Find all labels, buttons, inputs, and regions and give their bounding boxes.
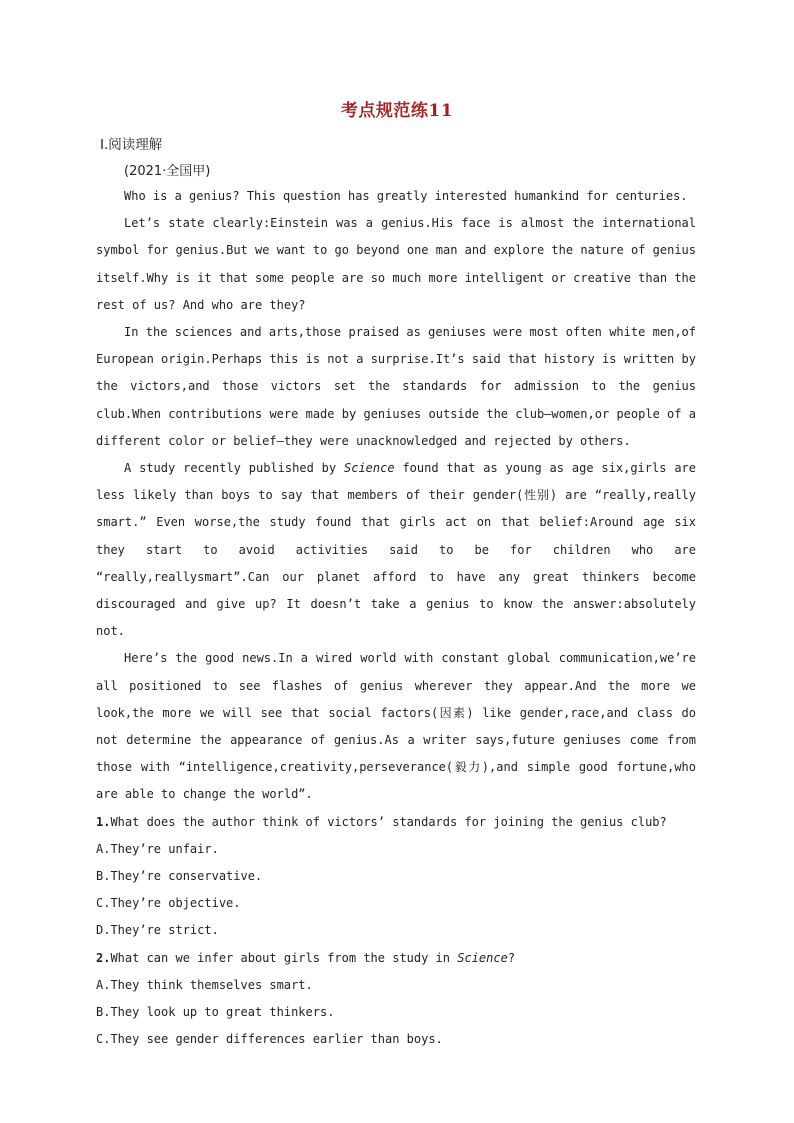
paragraph-4 bbox=[96, 455, 696, 645]
passage bbox=[96, 183, 696, 1054]
question-text-start: What can we infer about girls from the study in bbox=[110, 950, 458, 965]
question-text-end: ? bbox=[507, 950, 516, 965]
option-2b: B.They look up to great thinkers. bbox=[96, 1005, 335, 1020]
question-1 bbox=[96, 809, 696, 836]
paragraph-5: Here’s the good news.In a wired world with constant global communication,we’re all positioned to see flashes of genius wherever they appear.And the more we look,the more we will see that social factors(因素) like gender,race,and class do not determine the appearance of genius.As a writer says,future geniuses come from those with “intelligence,creativity,perseverance(毅力),and simple good fortune,who are able to change the world”. bbox=[96, 651, 696, 802]
question-2 bbox=[96, 945, 696, 972]
question-number: 1. bbox=[96, 814, 111, 829]
option-1d: D.They’re strict. bbox=[96, 923, 219, 938]
journal-name: Science bbox=[457, 950, 508, 965]
paragraph-2: Let’s state clearly:Einstein was a genius.His face is almost the international symbol for genius.But we want to go beyond one man and explore the nature of genius itself.Why is it that some people are so much more intelligent or creative than the rest of us? And who are they? bbox=[96, 216, 696, 312]
section-heading: Ⅰ.阅读理解 bbox=[100, 137, 163, 153]
option-1c: C.They’re objective. bbox=[96, 896, 241, 911]
page-title: 考点规范练11 bbox=[340, 101, 454, 121]
journal-name: Science bbox=[344, 461, 395, 476]
option-1b: B.They’re conservative. bbox=[96, 869, 263, 884]
option-2a: A.They think themselves smart. bbox=[96, 977, 313, 992]
option-1a: A.They’re unfair. bbox=[96, 841, 219, 856]
paragraph-1: Who is a genius? This question has greatly interested humankind for centuries. bbox=[124, 189, 688, 203]
question-text: What does the author think of victors’ standards for joining the genius club? bbox=[110, 814, 667, 829]
paragraph-4-rest: found that as young as age six,girls are less likely than boys to say that members of their gender(性别) are “really,really smart.” Even worse,the study found that girls act on that belief:Around age six they start to avoid activities said to be for children who are “really,reallysmart”.Can our planet afford to have any great thinkers become discouraged and give up? It doesn’t take a genius to know the answer:absolutely not. bbox=[96, 461, 696, 639]
option-2c: C.They see gender differences earlier than boys. bbox=[96, 1032, 443, 1047]
paragraph-3: In the sciences and arts,those praised as geniuses were most often white men,of European origin.Perhaps this is not a surprise.It’s said that history is written by the victors,and those victors set the standards for admission to the genius club.When contributions were made by geniuses outside the club—women,or people of a different color or belief—they were unacknowledged and rejected by others. bbox=[96, 325, 696, 448]
source-note: (2021·全国甲) bbox=[124, 164, 211, 179]
paragraph-4-start: A study recently published by bbox=[124, 461, 344, 476]
question-number: 2. bbox=[96, 950, 111, 965]
